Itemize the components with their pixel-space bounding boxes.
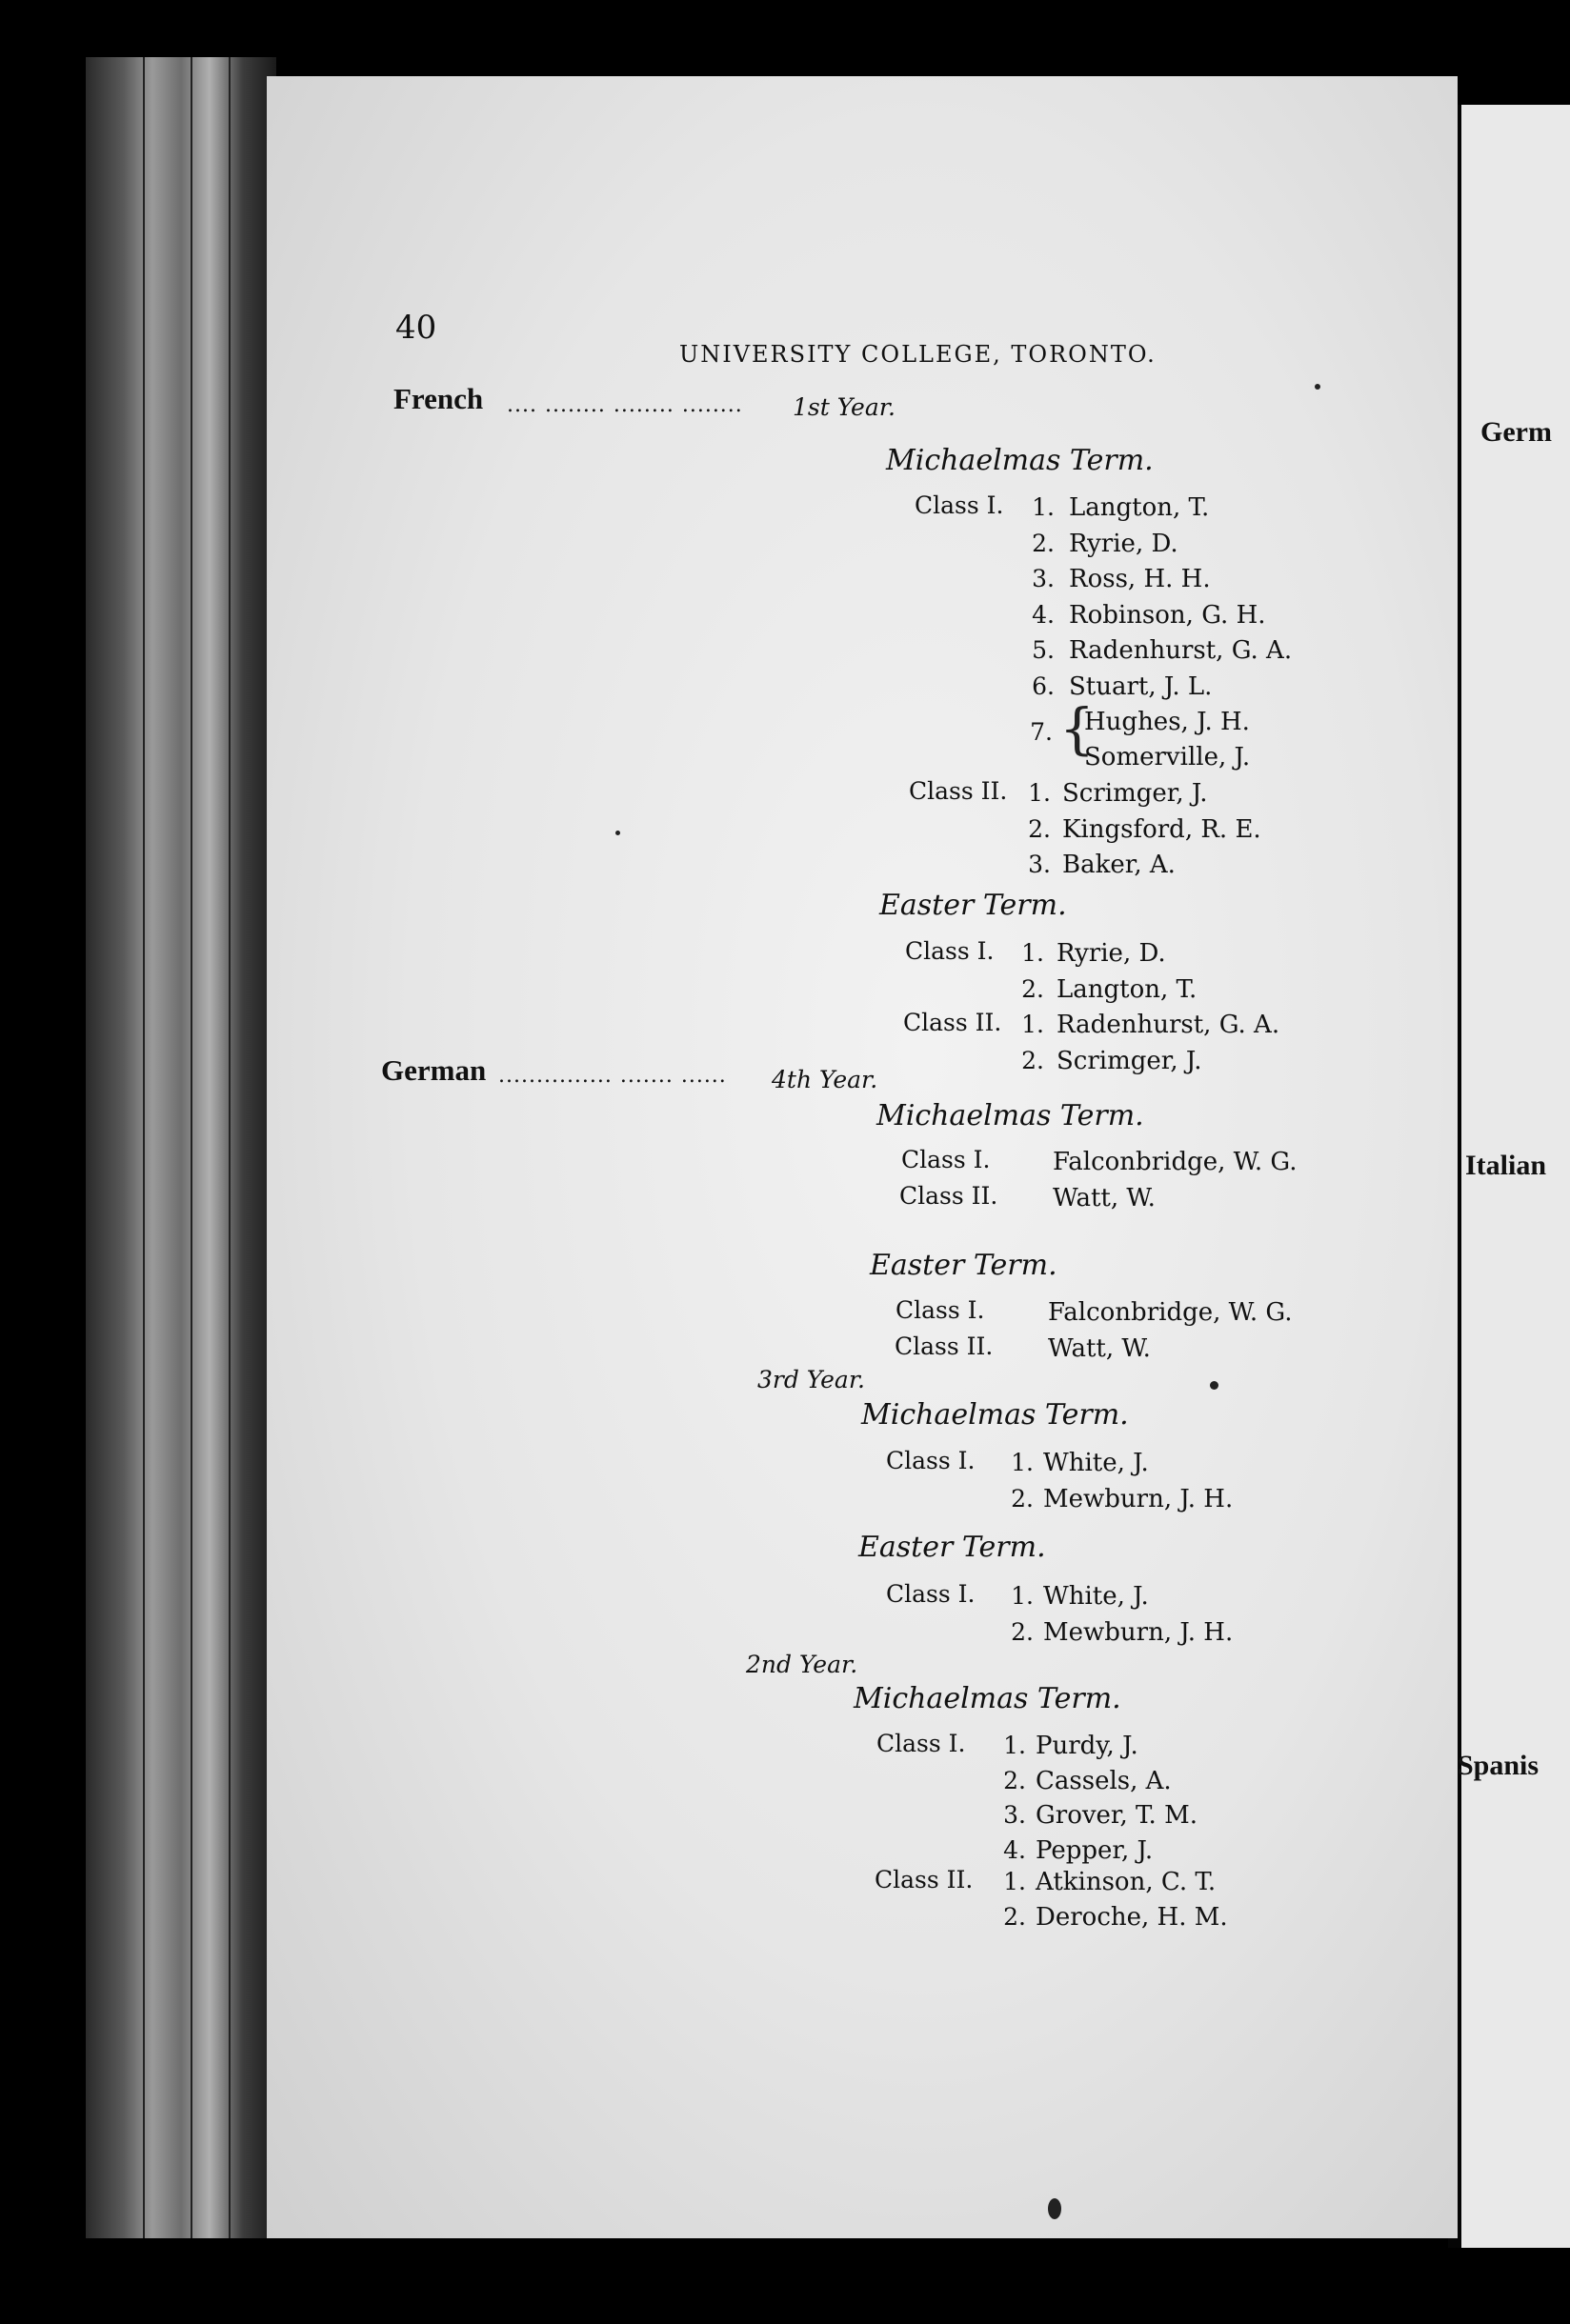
class-label: Class II.: [875, 1866, 974, 1893]
rank-number: 1.: [1028, 779, 1051, 807]
rank-number: 2.: [1028, 814, 1051, 843]
rank-number: 3.: [1003, 1801, 1026, 1829]
book-binding: [86, 57, 276, 2238]
rank-number: 2.: [1011, 1618, 1034, 1646]
rank-number: 1.: [1011, 1449, 1034, 1476]
book-page: [267, 76, 1458, 2238]
rank-number: 1.: [1021, 939, 1044, 967]
rank-number: 2.: [1003, 1766, 1026, 1794]
subject-french: French: [393, 382, 484, 415]
ink-speck: [1048, 2198, 1061, 2219]
rank-number: 7.: [1030, 718, 1053, 746]
list-item: Ryrie, D.: [1057, 939, 1166, 968]
list-item: White, J.: [1043, 1582, 1149, 1611]
list-item: Atkinson, C. T.: [1036, 1868, 1217, 1896]
term-heading: Michaelmas Term.: [886, 444, 1154, 477]
class-label: Class II.: [909, 777, 1008, 805]
list-item: Baker, A.: [1062, 851, 1176, 879]
list-item: Langton, T.: [1057, 974, 1198, 1004]
dot-leader: .... ........ ........ ........: [507, 393, 743, 417]
list-item: Mewburn, J. H.: [1043, 1618, 1234, 1647]
list-item: Purdy, J.: [1036, 1732, 1138, 1760]
class-label: Class I.: [915, 491, 1004, 519]
list-item: Grover, T. M.: [1036, 1801, 1198, 1830]
list-item: Mewburn, J. H.: [1043, 1485, 1234, 1513]
year-label: 1st Year.: [793, 393, 896, 421]
subject-german: German: [381, 1053, 487, 1087]
year-label: 4th Year.: [772, 1066, 878, 1093]
rank-number: 1.: [1011, 1582, 1034, 1610]
rank-number: 4.: [1003, 1835, 1026, 1864]
year-label: 3rd Year.: [757, 1366, 865, 1393]
tie-brace: {: [1059, 696, 1095, 761]
rank-number: 1.: [1021, 1011, 1044, 1038]
list-item: Radenhurst, G. A.: [1057, 1011, 1280, 1039]
list-item: Radenhurst, G. A.: [1069, 636, 1293, 665]
term-heading: Michaelmas Term.: [876, 1099, 1144, 1132]
class-label: Class I.: [886, 1447, 976, 1474]
rank-number: 5.: [1032, 636, 1055, 664]
list-item: Scrimger, J.: [1057, 1046, 1202, 1075]
rank-number: 3.: [1028, 851, 1051, 878]
list-item: Watt, W.: [1048, 1334, 1151, 1363]
list-item: Robinson, G. H.: [1069, 600, 1266, 630]
term-heading: Easter Term.: [879, 889, 1067, 922]
rank-number: 2.: [1021, 1046, 1044, 1074]
list-item: Falconbridge, W. G.: [1053, 1148, 1298, 1176]
dot-leader: ............... ....... ......: [498, 1064, 727, 1088]
rank-number: 1.: [1003, 1868, 1026, 1895]
class-label: Class I.: [896, 1296, 985, 1324]
list-item: Langton, T.: [1069, 493, 1210, 522]
ink-speck: [1210, 1381, 1218, 1390]
next-page-heading-spanish: Spanis: [1458, 1750, 1540, 1781]
list-item: Ross, H. H.: [1069, 565, 1211, 593]
list-item: Hughes, J. H.: [1084, 708, 1250, 736]
list-item: Watt, W.: [1053, 1184, 1156, 1212]
term-heading: Easter Term.: [858, 1531, 1046, 1564]
rank-number: 2.: [1011, 1485, 1034, 1513]
list-item: Deroche, H. M.: [1036, 1902, 1228, 1932]
next-page-heading-italian: Italian: [1465, 1150, 1547, 1181]
list-item: Falconbridge, W. G.: [1048, 1298, 1293, 1327]
class-label: Class I.: [876, 1730, 966, 1757]
class-label: Class II.: [895, 1332, 994, 1360]
adjacent-page: [1448, 105, 1570, 2248]
class-label: Class I.: [905, 937, 995, 965]
term-heading: Michaelmas Term.: [854, 1682, 1121, 1715]
rank-number: 2.: [1003, 1902, 1026, 1931]
page-number: 40: [395, 309, 437, 347]
list-item: Scrimger, J.: [1062, 779, 1208, 808]
rank-number: 1.: [1003, 1732, 1026, 1759]
rank-number: 4.: [1032, 600, 1055, 629]
list-item: Stuart, J. L.: [1069, 671, 1213, 701]
list-item: Pepper, J.: [1036, 1835, 1154, 1865]
term-heading: Michaelmas Term.: [861, 1398, 1129, 1432]
rank-number: 1.: [1032, 493, 1055, 521]
year-label: 2nd Year.: [746, 1651, 858, 1678]
ink-speck: [615, 831, 620, 835]
list-item: Ryrie, D.: [1069, 529, 1178, 558]
next-page-heading-german: Germ: [1480, 416, 1552, 448]
class-label: Class I.: [901, 1146, 991, 1173]
rank-number: 2.: [1021, 974, 1044, 1003]
class-label: Class II.: [903, 1009, 1002, 1036]
term-heading: Easter Term.: [870, 1249, 1057, 1282]
rank-number: 3.: [1032, 565, 1055, 592]
list-item: Somerville, J.: [1084, 743, 1251, 771]
running-title: UNIVERSITY COLLEGE, TORONTO.: [679, 341, 1157, 368]
list-item: White, J.: [1043, 1449, 1149, 1477]
rank-number: 2.: [1032, 529, 1055, 557]
list-item: Cassels, A.: [1036, 1766, 1172, 1795]
list-item: Kingsford, R. E.: [1062, 814, 1261, 844]
class-label: Class II.: [899, 1182, 998, 1210]
class-label: Class I.: [886, 1580, 976, 1608]
ink-speck: [1315, 384, 1320, 390]
rank-number: 6.: [1032, 671, 1055, 700]
